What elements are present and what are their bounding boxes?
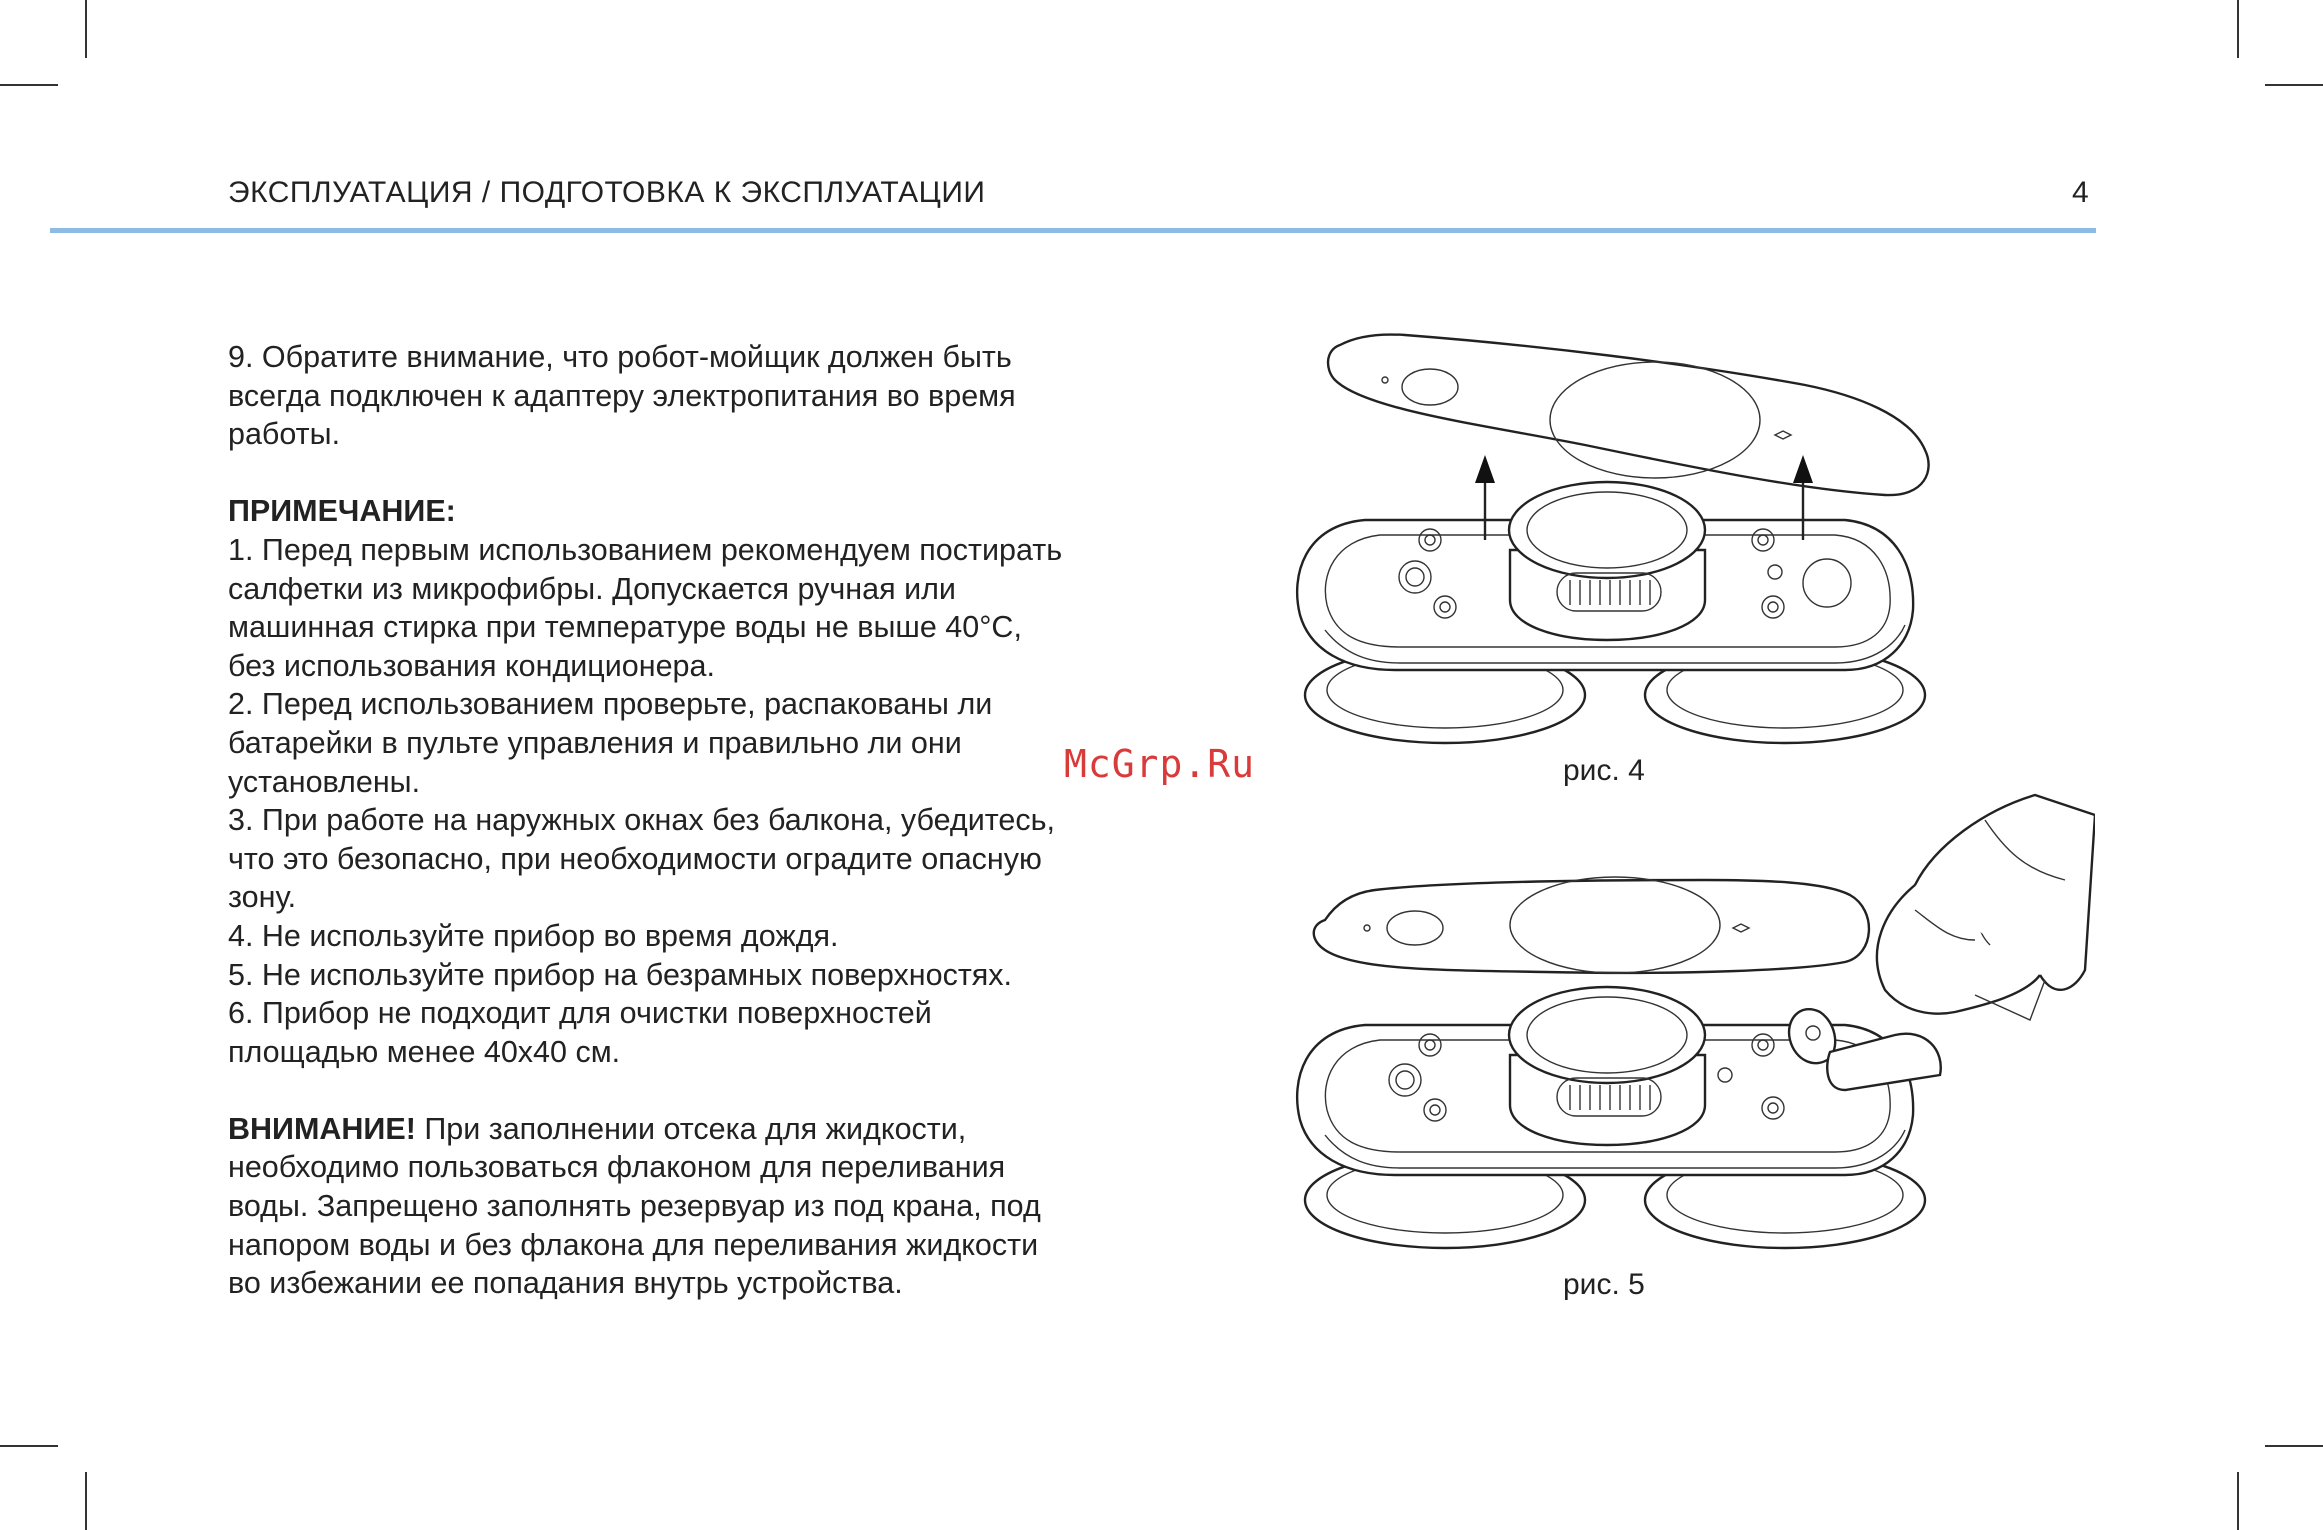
page-header-title: ЭКСПЛУАТАЦИЯ / ПОДГОТОВКА К ЭКСПЛУАТАЦИИ — [228, 176, 986, 209]
item-9-line: 9. Обратите внимание, что робот-мойщик должен быть — [228, 340, 1012, 374]
warning-label: ВНИМАНИЕ! — [228, 1111, 416, 1146]
note-line: машинная стирка при температуре воды не выше 40°C, — [228, 610, 1022, 645]
warning-line: напором воды и без флакона для переливания жидкости — [228, 1227, 1039, 1262]
item-9-line: работы. — [228, 417, 341, 452]
note-line: батарейки в пульте управления и правильно ли они — [228, 725, 962, 760]
note-line: зону. — [228, 880, 297, 915]
crop-mark — [0, 1445, 58, 1447]
note-line: без использования кондиционера. — [228, 648, 715, 683]
note-line: 6. Прибор не подходит для очистки поверхностей — [228, 996, 932, 1031]
warning-line — [228, 1110, 1158, 1149]
note-line: 1. Перед первым использованием рекомендуем постирать — [228, 532, 1063, 567]
instructions-text — [228, 338, 1158, 1303]
crop-mark — [0, 84, 58, 86]
warning-text: При заполнении отсека для жидкости, — [415, 1111, 967, 1146]
crop-mark — [85, 0, 87, 58]
note-line: площадью менее 40х40 см. — [228, 1034, 621, 1069]
figure-4-illustration — [1285, 325, 1945, 750]
item-9-line: всегда подключен к адаптеру электропитания во время — [228, 378, 1016, 413]
watermark: McGrp.Ru — [1064, 742, 1256, 786]
crop-mark — [2265, 84, 2323, 86]
crop-mark — [2237, 0, 2239, 58]
note-heading: ПРИМЕЧАНИЕ: — [228, 494, 456, 529]
warning-line: необходимо пользоваться флаконом для переливания — [228, 1150, 1006, 1185]
note-line: 2. Перед использованием проверьте, распакованы ли — [228, 687, 993, 722]
note-line: 3. При работе на наружных окнах без балкона, убедитесь, — [228, 803, 1055, 838]
crop-mark — [2237, 1472, 2239, 1530]
crop-mark — [85, 1472, 87, 1530]
note-line: что это безопасно, при необходимости оградите опасную — [228, 841, 1042, 876]
figure-4-caption: рис. 4 — [1563, 754, 1645, 787]
paragraph-gap — [228, 454, 1158, 493]
page-number: 4 — [2072, 176, 2089, 209]
warning-line: во избежании ее попадания внутрь устройства. — [228, 1266, 903, 1301]
figure-5-illustration — [1285, 790, 2095, 1260]
note-line: 5. Не используйте прибор на безрамных поверхностях. — [228, 957, 1013, 992]
header-divider — [50, 228, 2096, 233]
note-line: установлены. — [228, 764, 421, 799]
paragraph-gap — [228, 1071, 1158, 1110]
note-line: 4. Не используйте прибор во время дождя. — [228, 918, 839, 953]
warning-line: воды. Запрещено заполнять резервуар из под крана, под — [228, 1189, 1041, 1224]
figure-5-caption: рис. 5 — [1563, 1268, 1645, 1301]
note-line: салфетки из микрофибры. Допускается ручная или — [228, 571, 956, 606]
crop-mark — [2265, 1445, 2323, 1447]
